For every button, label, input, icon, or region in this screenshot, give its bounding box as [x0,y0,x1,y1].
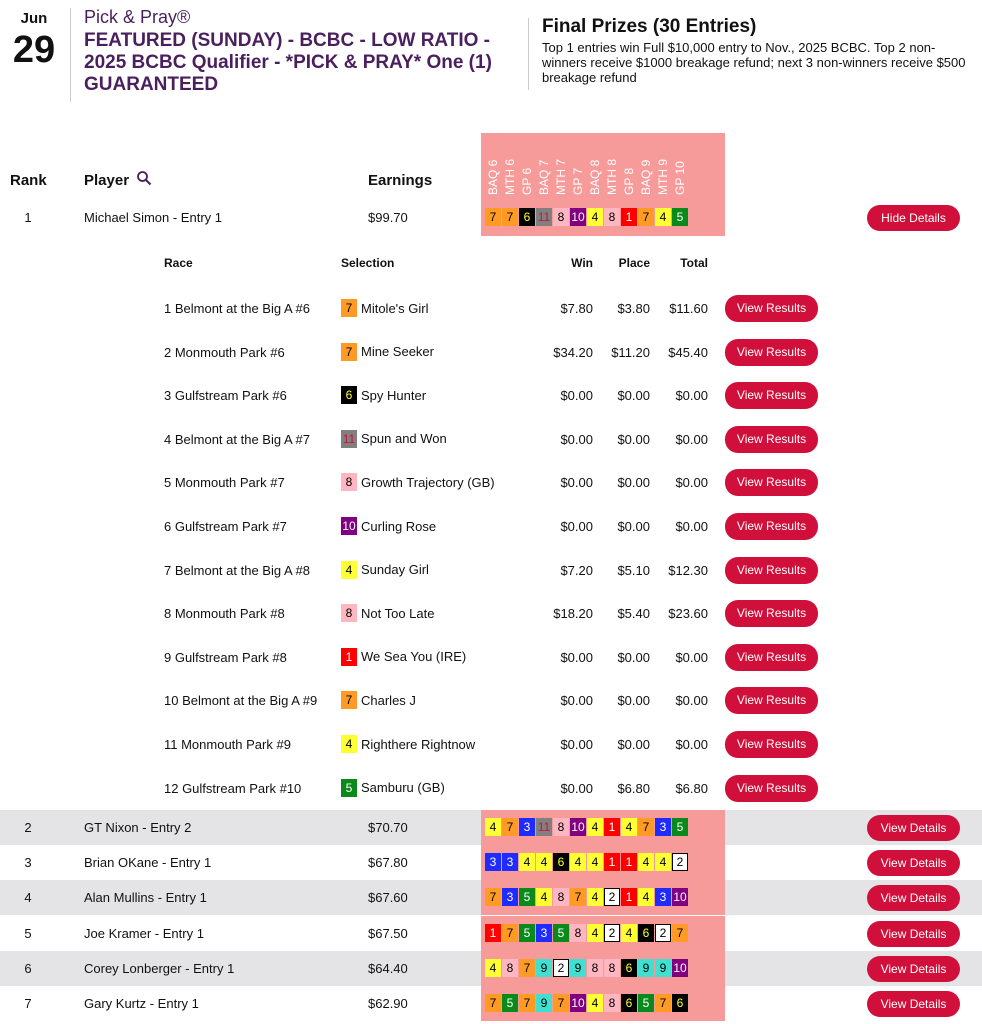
saddle-cloth-number: 5 [519,888,535,906]
horse-name: Righthere Rightnow [361,736,476,752]
race-column-header [519,135,535,195]
place-payout: $0.00 [617,693,650,709]
saddle-cloth-number: 6 [672,994,688,1012]
view-results-button[interactable]: View Results [725,469,818,496]
view-details-button[interactable]: View Details [867,885,960,911]
saddle-cloth-number: 8 [341,604,357,622]
earnings-value: $67.80 [368,855,408,871]
earnings-value: $67.50 [368,925,408,941]
race-column-label: BAQ 9 [639,159,653,195]
saddle-cloth-number: 3 [655,818,671,836]
saddle-cloth-number: 2 [604,924,620,942]
earnings-header: Earnings [368,172,433,189]
race-name: 7 Belmont at the Big A #8 [164,562,310,578]
details-total-header: Total [680,256,708,270]
player-name[interactable]: Joe Kramer - Entry 1 [84,925,204,941]
saddle-cloth-number: 2 [655,924,671,942]
saddle-cloth-number: 4 [587,853,603,871]
leaderboard-row [0,200,982,235]
selection [341,299,429,317]
win-payout: $7.20 [560,562,593,578]
saddle-cloth-number: 4 [485,818,501,836]
saddle-cloth-number: 6 [553,853,569,871]
picks-strip [485,208,689,226]
rank-value: 2 [24,820,32,835]
race-name: 1 Belmont at the Big A #6 [164,301,310,316]
race-column-header [502,135,518,195]
player-name[interactable]: Brian OKane - Entry 1 [84,855,212,871]
saddle-cloth-number: 10 [673,960,687,975]
race-name: 10 Belmont at the Big A #9 [164,693,318,709]
race-column-header [655,135,671,195]
player-header: Player [84,172,130,189]
view-results-button[interactable]: View Results [725,775,818,802]
view-results-button[interactable]: View Results [725,382,818,409]
details-row [0,461,982,505]
saddle-cloth-number: 7 [638,818,654,836]
race-column-headers [481,133,725,199]
saddle-cloth-number: 8 [604,959,620,977]
details-row [0,374,982,418]
saddle-cloth-number: 8 [553,208,569,226]
saddle-cloth-number: 9 [536,994,552,1012]
saddle-cloth-number: 7 [341,343,357,361]
place-payout: $0.00 [617,737,650,752]
win-payout: $0.00 [560,388,593,404]
race-column-label: MTH 8 [605,159,619,195]
selection [341,517,436,535]
saddle-cloth-number: 3 [519,818,535,836]
saddle-cloth-number: 7 [655,994,671,1012]
view-results-button[interactable]: View Results [725,295,818,322]
race-column-label: GP 8 [622,167,636,195]
leaderboard-row [0,880,982,915]
saddle-cloth-number: 1 [341,648,357,666]
total-payout: $45.40 [668,344,708,360]
date-block [8,10,60,70]
horse-name: Spun and Won [361,431,447,447]
rank-header: Rank [10,172,47,189]
race-name: 8 Monmouth Park #8 [164,606,285,622]
saddle-cloth-number: 4 [536,853,552,871]
earnings-value: $70.70 [368,820,408,835]
saddle-cloth-number: 1 [621,888,637,906]
total-payout: $0.00 [675,649,708,665]
player-name[interactable]: Corey Lonberger - Entry 1 [84,960,235,976]
win-payout: $18.20 [553,606,593,622]
saddle-cloth-number: 8 [587,959,603,977]
place-payout: $3.80 [617,301,650,316]
saddle-cloth-number: 3 [655,888,671,906]
saddle-cloth-number: 4 [587,994,603,1012]
race-column-header [485,135,501,195]
total-payout: $23.60 [668,606,708,622]
view-details-button[interactable]: View Details [867,991,960,1017]
saddle-cloth-number: 4 [485,959,501,977]
saddle-cloth-number: 4 [587,888,603,906]
saddle-cloth-number: 5 [638,994,654,1012]
race-column-header [672,135,688,195]
place-payout: $0.00 [617,475,650,491]
win-payout: $7.80 [560,301,593,316]
saddle-cloth-number: 4 [587,924,603,942]
saddle-cloth-number: 6 [638,924,654,942]
horse-name: Not Too Late [361,605,435,621]
leaderboard-row [0,986,982,1021]
win-payout: $0.00 [560,431,593,447]
saddle-cloth-number: 2 [553,959,569,977]
picks-strip [485,924,689,942]
contest-title: FEATURED (SUNDAY) - BCBC - LOW RATIO - 2025 BCBC Qualifier - *PICK & PRAY* One (1) GUARANTEED [84,30,492,95]
saddle-cloth-number: 4 [638,888,654,906]
race-column-header [621,135,637,195]
win-payout: $0.00 [560,737,593,752]
total-payout: $6.80 [675,780,708,796]
rank-value: 6 [24,960,32,976]
saddle-cloth-number: 10 [342,519,356,533]
saddle-cloth-number: 9 [638,959,654,977]
details-race-header: Race [164,256,193,270]
saddle-cloth-number: 2 [672,853,688,871]
saddle-cloth-number: 6 [621,994,637,1012]
saddle-cloth-number: 11 [537,210,551,224]
view-results-button[interactable]: View Results [725,731,818,758]
race-name: 6 Gulfstream Park #7 [164,519,287,534]
prize-description: Top 1 entries win Full $10,000 entry to Nov., 2025 BCBC. Top 2 non-winners receive $1000 breakage refund; next 3 non-winners receive $500 breakage refund [542,40,966,85]
player-name[interactable]: Alan Mullins - Entry 1 [84,890,207,906]
place-payout: $0.00 [617,649,650,665]
saddle-cloth-number: 4 [621,818,637,836]
total-payout: $0.00 [675,388,708,404]
view-results-button[interactable]: View Results [725,513,818,540]
selection [341,691,416,709]
saddle-cloth-number: 5 [502,994,518,1012]
saddle-cloth-number: 7 [502,818,518,836]
race-column-header [604,135,620,195]
saddle-cloth-number: 6 [341,386,357,404]
earnings-value: $64.40 [368,960,408,976]
details-row [0,767,982,811]
date-day: 29 [12,29,56,71]
saddle-cloth-number: 5 [519,924,535,942]
player-name[interactable]: Michael Simon - Entry 1 [84,210,222,225]
total-payout: $0.00 [675,475,708,491]
details-row [0,549,982,593]
saddle-cloth-number: 1 [604,818,620,836]
saddle-cloth-number: 7 [502,924,518,942]
race-name: 11 Monmouth Park #9 [164,737,291,752]
place-payout: $6.80 [617,780,650,796]
horse-name: Spy Hunter [361,387,427,403]
divider [70,8,71,102]
contest-brand: Pick & Pray® [84,7,191,27]
race-column-label: GP 6 [520,167,534,195]
horse-name: We Sea You (IRE) [361,649,467,665]
selection [341,604,434,622]
saddle-cloth-number: 4 [621,924,637,942]
prize-title: Final Prizes (30 Entries) [542,16,757,37]
saddle-cloth-number: 7 [672,924,688,942]
saddle-cloth-number: 4 [587,208,603,226]
player-name[interactable]: GT Nixon - Entry 2 [84,820,192,835]
details-row [0,636,982,680]
saddle-cloth-number: 9 [655,959,671,977]
horse-name: Mitole's Girl [361,300,429,316]
saddle-cloth-number: 8 [570,924,586,942]
saddle-cloth-number: 7 [570,888,586,906]
details-row [0,418,982,462]
saddle-cloth-number: 8 [604,994,620,1012]
saddle-cloth-number: 9 [536,959,552,977]
saddle-cloth-number: 1 [621,208,637,226]
saddle-cloth-number: 7 [485,994,501,1012]
saddle-cloth-number: 5 [341,779,357,797]
saddle-cloth-number: 4 [655,208,671,226]
saddle-cloth-number: 4 [655,853,671,871]
saddle-cloth-number: 7 [638,208,654,226]
saddle-cloth-number: 4 [341,735,357,753]
selection [341,343,434,361]
saddle-cloth-number: 1 [621,853,637,871]
saddle-cloth-number: 10 [571,820,585,834]
total-payout: $0.00 [675,693,708,709]
saddle-cloth-number: 4 [570,853,586,871]
details-row [0,505,982,549]
place-payout: $0.00 [617,431,650,447]
hide-details-button[interactable]: Hide Details [867,205,960,231]
saddle-cloth-number: 1 [485,924,501,942]
saddle-cloth-number: 8 [553,818,569,836]
details-row [0,679,982,723]
race-name: 5 Monmouth Park #7 [164,475,285,491]
horse-name: Curling Rose [361,518,437,534]
race-column-label: MTH 7 [554,159,568,195]
total-payout: $11.60 [669,301,708,316]
saddle-cloth-number: 7 [519,994,535,1012]
selection [341,386,426,404]
horse-name: Samburu (GB) [361,780,445,796]
saddle-cloth-number: 5 [553,924,569,942]
saddle-cloth-number: 5 [672,208,688,226]
horse-name: Growth Trajectory (GB) [361,474,495,490]
view-results-button[interactable]: View Results [725,339,818,366]
view-results-button[interactable]: View Results [725,600,818,627]
race-column-label: BAQ 8 [588,159,602,195]
selection [341,735,475,753]
leaderboard-row [0,845,982,880]
saddle-cloth-number: 7 [341,299,357,317]
total-payout: $0.00 [675,431,708,447]
place-payout: $11.20 [611,344,650,360]
view-results-button[interactable]: View Results [725,426,818,453]
race-column-label: MTH 6 [503,159,517,195]
earnings-value: $99.70 [368,210,408,225]
race-column-label: GP 10 [673,161,687,195]
saddle-cloth-number: 10 [673,890,687,905]
race-column-label: MTH 9 [656,159,670,195]
win-payout: $0.00 [560,475,593,491]
earnings-value: $67.60 [368,890,408,906]
win-payout: $0.00 [560,649,593,665]
details-row [0,331,982,375]
race-column-label: BAQ 6 [486,159,500,195]
details-row [0,592,982,636]
rank-value: 3 [24,855,32,871]
horse-name: Mine Seeker [361,344,434,360]
race-column-header [587,135,603,195]
win-payout: $0.00 [560,519,593,534]
rank-value: 1 [24,210,32,225]
selection [341,561,429,579]
saddle-cloth-number: 9 [570,959,586,977]
leaderboard-row [0,951,982,986]
picks-strip [485,853,689,871]
saddle-cloth-number: 4 [519,853,535,871]
selection [341,648,466,666]
saddle-cloth-number: 8 [502,959,518,977]
saddle-cloth-number: 1 [604,853,620,871]
rank-value: 5 [24,925,32,941]
race-name: 3 Gulfstream Park #6 [164,388,287,404]
saddle-cloth-number: 6 [621,959,637,977]
details-place-header: Place [618,256,650,270]
rank-value: 7 [24,996,32,1011]
race-name: 12 Gulfstream Park #10 [164,780,302,796]
saddle-cloth-number: 10 [571,210,585,224]
picks-strip [485,888,689,906]
saddle-cloth-number: 5 [672,818,688,836]
race-name: 9 Gulfstream Park #8 [164,649,287,665]
view-results-button[interactable]: View Results [725,557,818,584]
win-payout: $34.20 [553,344,593,360]
earnings-value: $62.90 [368,996,408,1011]
details-selection-header: Selection [341,256,395,270]
view-details-button[interactable]: View Details [867,956,960,982]
race-column-label: GP 7 [571,167,585,195]
horse-name: Sunday Girl [361,562,429,578]
saddle-cloth-number: 4 [587,818,603,836]
leaderboard-row [0,916,982,951]
horse-name: Charles J [361,692,416,708]
place-payout: $5.40 [617,606,650,622]
saddle-cloth-number: 8 [553,888,569,906]
saddle-cloth-number: 2 [604,888,620,906]
leaderboard-row [0,810,982,845]
place-payout: $0.00 [617,388,650,404]
total-payout: $12.30 [668,562,708,578]
saddle-cloth-number: 4 [536,888,552,906]
selection [341,430,447,448]
saddle-cloth-number: 4 [341,561,357,579]
player-name[interactable]: Gary Kurtz - Entry 1 [84,996,199,1011]
picks-strip [485,818,689,836]
view-details-button[interactable]: View Details [867,850,960,876]
saddle-cloth-number: 11 [342,431,356,446]
saddle-cloth-number: 8 [604,208,620,226]
race-column-header [536,135,552,195]
saddle-cloth-number: 10 [571,996,585,1010]
race-column-header [638,135,654,195]
saddle-cloth-number: 11 [537,820,551,834]
win-payout: $0.00 [560,780,593,796]
view-results-button[interactable]: View Results [725,644,818,671]
place-payout: $5.10 [617,562,650,578]
date-month: Jun [20,10,48,27]
race-column-header [553,135,569,195]
total-payout: $0.00 [675,519,708,534]
picks-strip [485,959,689,977]
rank-value: 4 [24,890,32,906]
saddle-cloth-number: 3 [485,853,501,871]
place-payout: $0.00 [617,519,650,534]
saddle-cloth-number: 7 [485,888,501,906]
race-name: 4 Belmont at the Big A #7 [164,431,310,447]
saddle-cloth-number: 3 [502,853,518,871]
win-payout: $0.00 [560,693,593,709]
details-win-header: Win [571,256,593,270]
race-column-header [570,135,586,195]
total-payout: $0.00 [675,737,708,752]
picks-strip [485,994,689,1012]
details-row [0,723,982,767]
saddle-cloth-number: 8 [341,473,357,491]
saddle-cloth-number: 7 [485,208,501,226]
saddle-cloth-number: 7 [502,208,518,226]
saddle-cloth-number: 7 [341,691,357,709]
selection [341,779,445,797]
view-details-button[interactable]: View Details [867,921,960,947]
divider [528,18,529,90]
selection [341,473,495,491]
race-column-label: BAQ 7 [537,159,551,195]
saddle-cloth-number: 3 [502,888,518,906]
search-icon[interactable] [136,170,152,186]
details-row [0,287,982,331]
saddle-cloth-number: 7 [519,959,535,977]
saddle-cloth-number: 3 [536,924,552,942]
saddle-cloth-number: 4 [638,853,654,871]
view-details-button[interactable]: View Details [867,815,960,841]
race-name: 2 Monmouth Park #6 [164,344,285,360]
saddle-cloth-number: 7 [553,994,569,1012]
saddle-cloth-number: 6 [519,208,535,226]
view-results-button[interactable]: View Results [725,687,818,714]
